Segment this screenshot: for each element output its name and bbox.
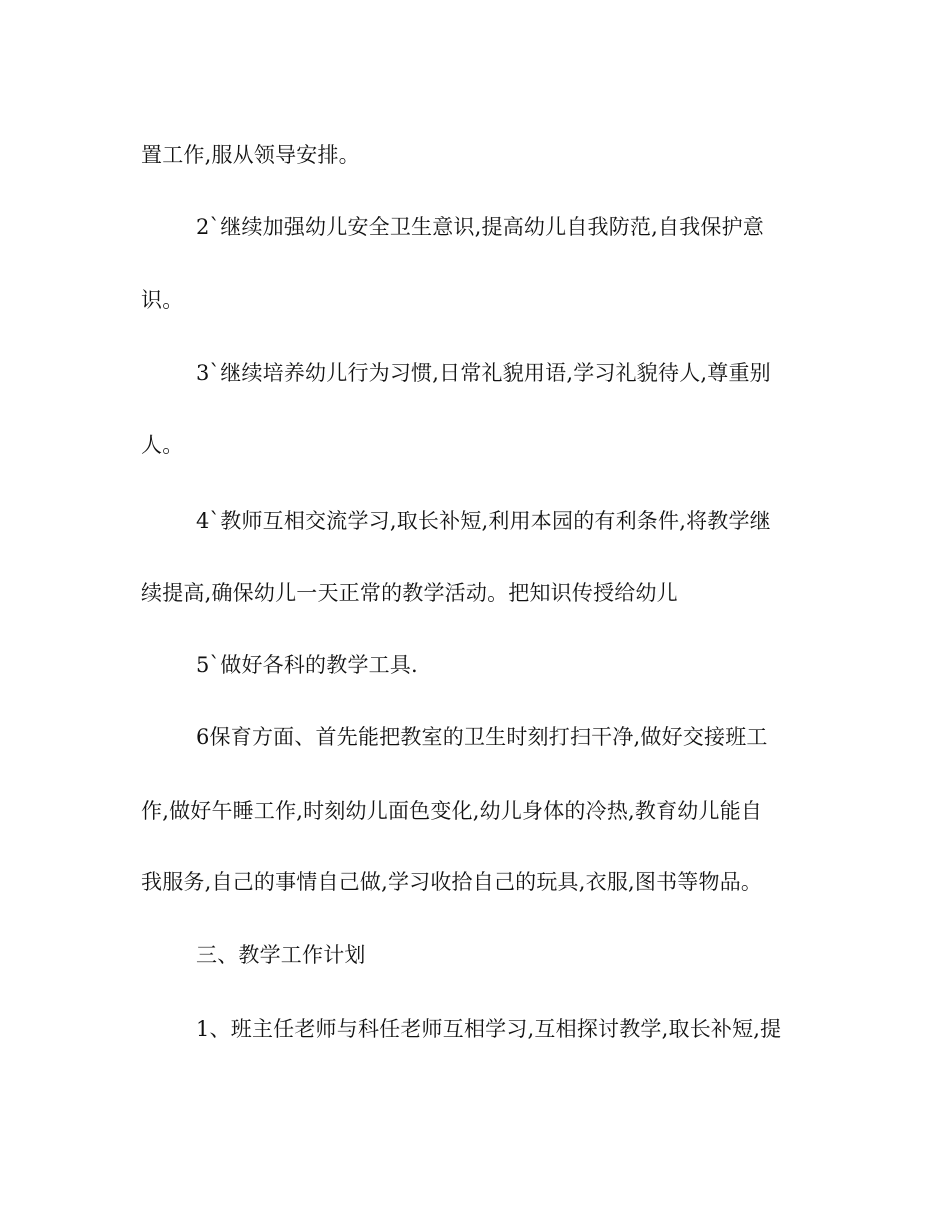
text-line: 识。 [141,288,184,312]
text-line: 2`继续加强幼儿安全卫生意识,提高幼儿自我防范,自我保护意 [196,215,765,239]
text-line: 6保育方面、首先能把教室的卫生时刻打扫干净,做好交接班工 [196,725,768,749]
text-line: 我服务,自己的事情自己做,学习收拾自己的玩具,衣服,图书等物品。 [141,870,763,894]
text-line: 置工作,服从领导安排。 [141,143,360,167]
section-heading: 三、教学工作计划 [196,943,366,967]
text-line: 5`做好各科的教学工具. [196,653,418,677]
text-line: 1、班主任老师与科任老师互相学习,互相探讨教学,取长补短,提 [196,1017,782,1041]
text-line: 续提高,确保幼儿一天正常的教学活动。把知识传授给幼儿 [141,581,678,605]
text-line: 4`教师互相交流学习,取长补短,利用本园的有利条件,将教学继 [196,509,771,533]
text-line: 3`继续培养幼儿行为习惯,日常礼貌用语,学习礼貌待人,尊重别 [196,361,771,385]
text-line: 人。 [141,433,184,457]
text-line: 作,做好午睡工作,时刻幼儿面色变化,幼儿身体的冷热,教育幼儿能自 [141,799,763,823]
